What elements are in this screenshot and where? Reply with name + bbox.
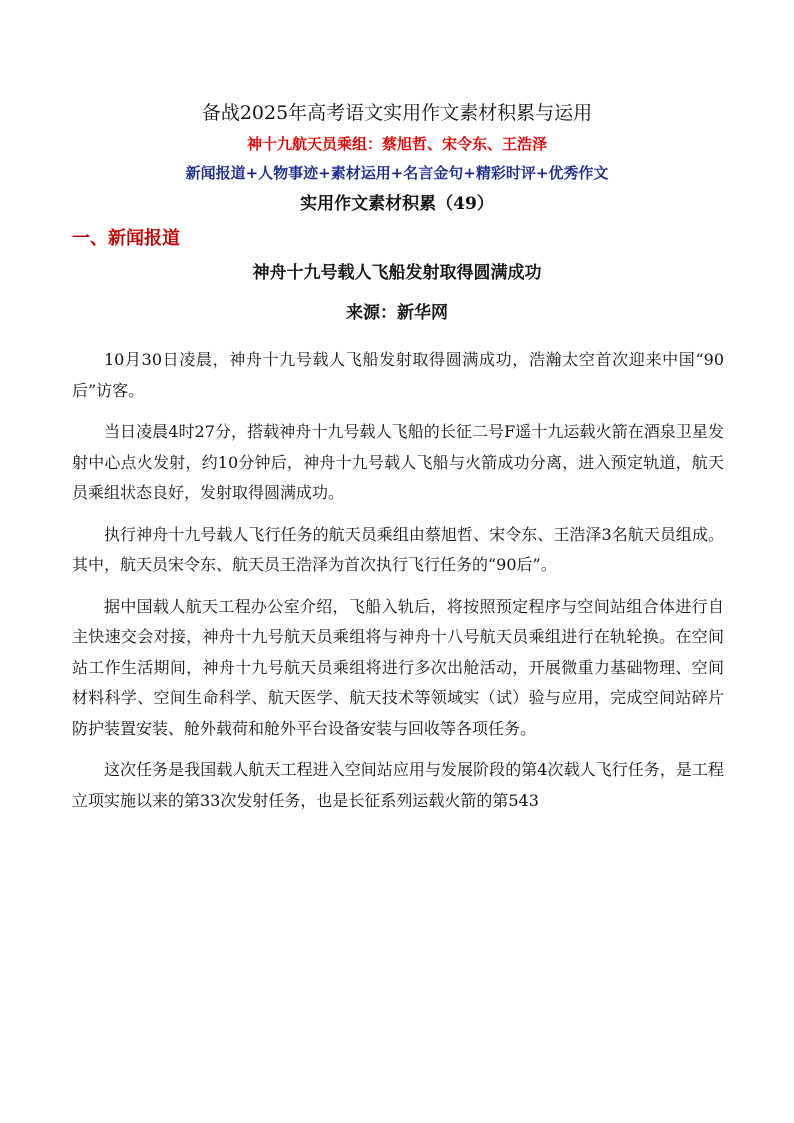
article-title: 神舟十九号载人飞船发射取得圆满成功 xyxy=(252,263,542,283)
contents-subtitle: 新闻报道+人物事迹+素材运用+名言金句+精彩时评+优秀作文 xyxy=(185,164,609,182)
article-body xyxy=(72,345,724,827)
crew-subtitle: 神十九航天员乘组：蔡旭哲、宋令东、王浩泽 xyxy=(246,135,547,153)
section-heading: 一、新闻报道 xyxy=(72,228,180,249)
paragraph: 据中国载人航天工程办公室介绍，飞船入轨后，将按照预定程序与空间站组合体进行自主快速交会对接，神舟十九号航天员乘组将与神舟十八号航天员乘组进行在轨轮换。在空间站工作生活期间，神舟十九号航天员乘组将进行多次出舱活动，开展微重力基础物理、空间材料科学、空间生命科学、航天医学、航天技术等领域实（试）验与应用，完成空间站碎片防护装置安装、舱外载荷和舱外平台设备安装与回收等各项任务。 xyxy=(72,596,724,738)
article-source: 来源：新华网 xyxy=(346,303,448,323)
series-title: 实用作文素材积累（49） xyxy=(300,194,494,214)
paragraph: 执行神舟十九号载人飞行任务的航天员乘组由蔡旭哲、宋令东、王浩泽3名航天员组成。其中，航天员宋令东、航天员王浩泽为首次执行飞行任务的“90后”。 xyxy=(72,524,724,574)
paragraph: 10月30日凌晨，神舟十九号载人飞船发射取得圆满成功，浩瀚太空首次迎来中国“90后”访客。 xyxy=(72,350,724,400)
paragraph: 这次任务是我国载人航天工程进入空间站应用与发展阶段的第4次载人飞行任务，是工程立项实施以来的第33次发射任务，也是长征系列运载火箭的第543 xyxy=(72,760,724,810)
paragraph: 当日凌晨4时27分，搭载神舟十九号载人飞船的长征二号F遥十九运载火箭在酒泉卫星发射中心点火发射，约10分钟后，神舟十九号载人飞船与火箭成功分离，进入预定轨道，航天员乘组状态良好，发射取得圆满成功。 xyxy=(72,422,724,502)
document-title: 备战2025年高考语文实用作文素材积累与运用 xyxy=(201,102,593,124)
